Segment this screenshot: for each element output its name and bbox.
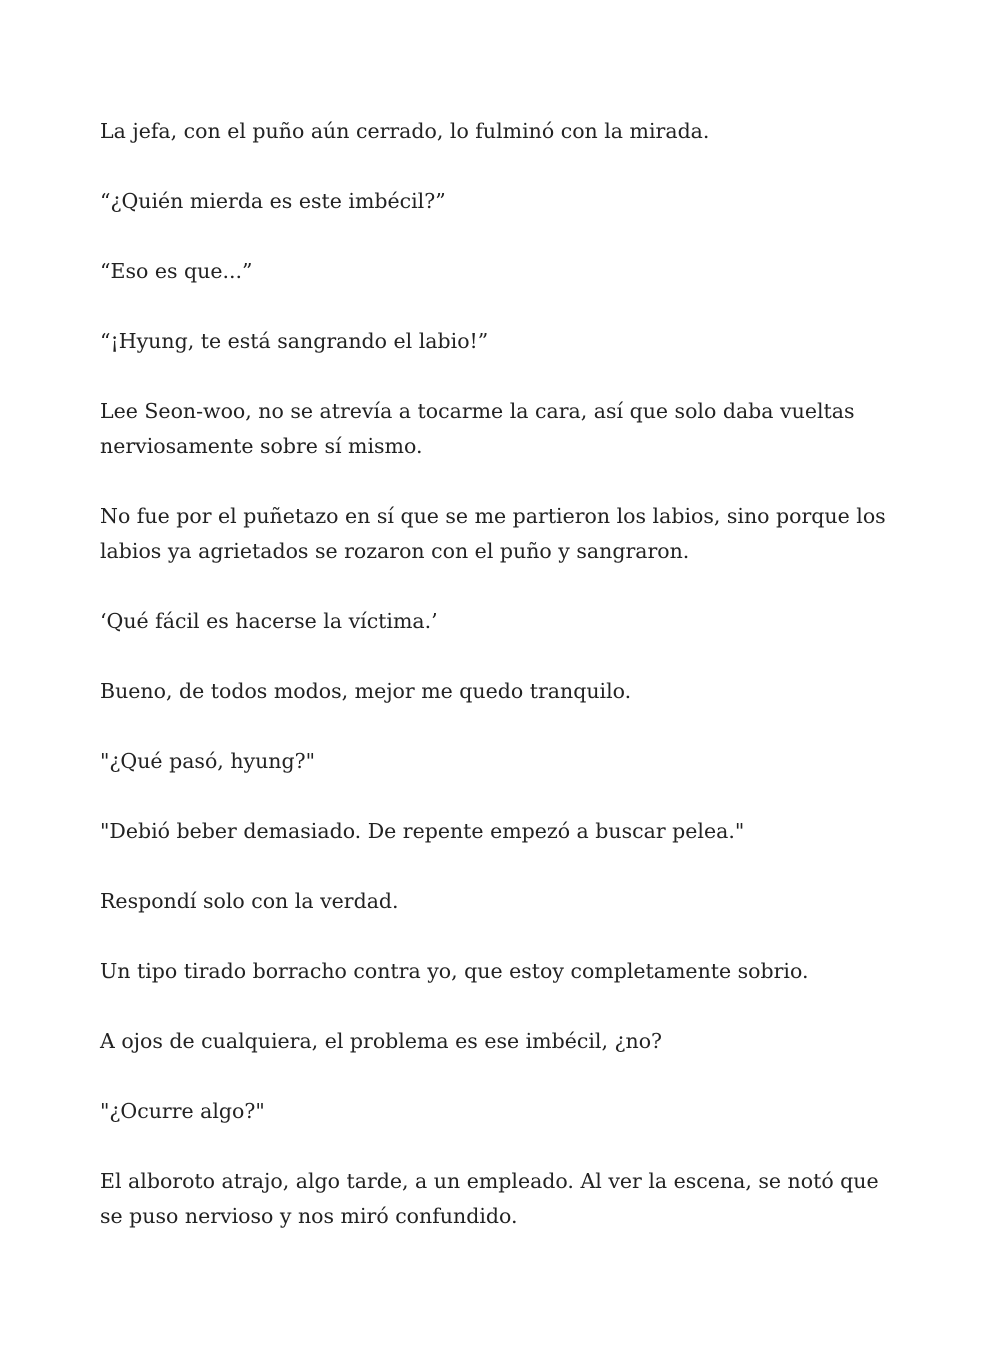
paragraph: Lee Seon-woo, no se atrevía a tocarme la cara, así que solo daba vueltas nerviosamente sobre sí mismo. xyxy=(100,399,855,458)
paragraph: "¿Qué pasó, hyung?" xyxy=(100,749,316,773)
paragraph: Bueno, de todos modos, mejor me quedo tranquilo. xyxy=(100,679,632,703)
paragraph: “¿Quién mierda es este imbécil?” xyxy=(100,189,446,213)
paragraph: No fue por el puñetazo en sí que se me partieron los labios, sino porque los labios ya agrietados se rozaron con el puño y sangraron. xyxy=(100,504,886,563)
paragraph: Respondí solo con la verdad. xyxy=(100,889,399,913)
document-page xyxy=(100,114,890,1269)
paragraph: El alboroto atrajo, algo tarde, a un empleado. Al ver la escena, se notó que se puso nervioso y nos miró confundido. xyxy=(100,1169,879,1228)
paragraph: A ojos de cualquiera, el problema es ese imbécil, ¿no? xyxy=(100,1029,663,1053)
paragraph: “Eso es que...” xyxy=(100,259,253,283)
paragraph: La jefa, con el puño aún cerrado, lo fulminó con la mirada. xyxy=(100,119,710,143)
paragraph: “¡Hyung, te está sangrando el labio!” xyxy=(100,329,489,353)
paragraph: "¿Ocurre algo?" xyxy=(100,1099,265,1123)
paragraph: ‘Qué fácil es hacerse la víctima.’ xyxy=(100,609,438,633)
paragraph: Un tipo tirado borracho contra yo, que estoy completamente sobrio. xyxy=(100,959,809,983)
paragraph: "Debió beber demasiado. De repente empezó a buscar pelea." xyxy=(100,819,745,843)
